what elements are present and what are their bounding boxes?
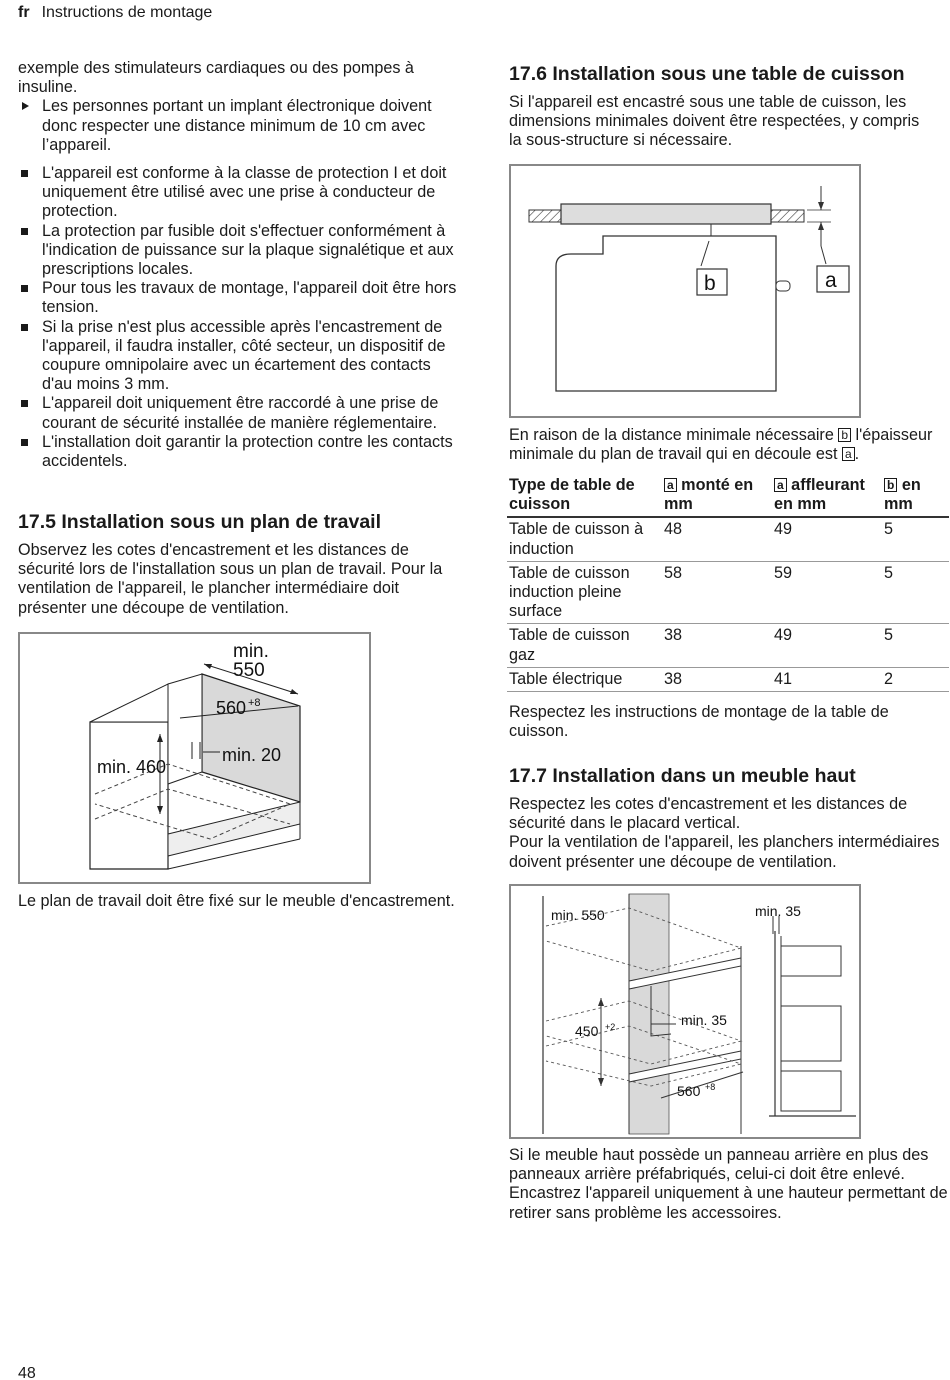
table-cell: Table de cuisson gaz <box>507 624 662 667</box>
section-after-17-7 <box>509 1146 949 1223</box>
key-a: a <box>842 447 855 461</box>
table-cell: 2 <box>882 667 949 691</box>
section-text-17-7 <box>509 795 949 872</box>
section-title-17-5: 17.5 Installation sous un plan de travail <box>18 511 382 533</box>
table-cell: 5 <box>882 561 949 624</box>
after-text-part3: . <box>854 445 860 464</box>
section-title-17-7: 17.7 Installation dans un meuble haut <box>509 765 856 787</box>
table-cell: 49 <box>772 624 882 667</box>
table-row <box>507 624 949 667</box>
table-cell: Table de cuisson induction pleine surface <box>507 561 662 624</box>
after-text-part2: l'épaisseur minimale du plan de travail qui en découle est <box>509 426 933 464</box>
language-code: fr <box>18 4 30 21</box>
dim-560-tolerance: +8 <box>705 1082 716 1092</box>
section-title-17-6: 17.6 Installation sous une table de cuisson <box>509 63 905 85</box>
table-cell: Table électrique <box>507 667 662 691</box>
table-header-row <box>507 476 949 517</box>
dim-min35-top: min. 35 <box>755 903 801 919</box>
table-cell: 5 <box>882 624 949 667</box>
table-cell: 38 <box>662 667 772 691</box>
dim-450: 450 <box>575 1023 599 1039</box>
table-cell: 58 <box>662 561 772 624</box>
bullet-item: L'appareil est conforme à la classe de protection I et doit uniquement être utilisé avec une prise à conducteur de protection. <box>18 164 460 222</box>
header-title: Instructions de montage <box>41 4 213 21</box>
cooktop-table <box>507 476 949 692</box>
left-column <box>18 59 460 471</box>
dim-560-tolerance: +8 <box>248 697 261 709</box>
key-b: b <box>838 428 851 442</box>
table-row <box>507 561 949 624</box>
table-header <box>882 476 949 517</box>
cooktop-note: Respectez les instructions de montage de la table de cuisson. <box>509 703 889 741</box>
bullet-item: L'installation doit garantir la protection contre les contacts accidentels. <box>18 433 460 471</box>
header-text: affleurant en mm <box>774 476 865 514</box>
header-text: monté en mm <box>664 476 754 514</box>
key-a: a <box>664 478 677 492</box>
table-row <box>507 667 949 691</box>
figure-tall-cabinet-installation <box>509 884 861 1139</box>
figure-worktop-installation <box>18 632 371 884</box>
dim-560: 560 <box>677 1083 701 1099</box>
header-text: en mm <box>884 476 921 514</box>
table-cell: 5 <box>882 517 949 561</box>
bullet-item: Pour tous les travaux de montage, l'appareil doit être hors tension. <box>18 279 460 317</box>
section-text-17-5: Observez les cotes d'encastrement et les distances de sécurité lors de l'installation sous un plan de travail. Pour la ventilation de l'appareil, le plancher intermédiaire doit présenter une découpe de ventilation. <box>18 541 443 617</box>
dim-450-tolerance: +2 <box>605 1022 616 1032</box>
worktop-diagram <box>20 634 369 882</box>
cooktop-diagram <box>511 166 859 416</box>
dim-min20: min. 20 <box>222 745 282 765</box>
table-header <box>772 476 882 517</box>
dim-min550-line2: 550 <box>233 660 265 681</box>
page-header <box>18 3 212 22</box>
table-cell: 41 <box>772 667 882 691</box>
dim-min35: min. 35 <box>681 1012 727 1028</box>
dim-560: 560 <box>216 698 247 718</box>
figure-cooktop-installation <box>509 164 861 418</box>
table-cell: 38 <box>662 624 772 667</box>
table-header: Type de table de cuisson <box>507 476 662 517</box>
dim-min550: min. 550 <box>551 907 605 923</box>
arrow-instruction: Les personnes portant un implant électronique doivent donc respecter une distance minimum de 10 cm avec l’appareil. <box>18 97 460 155</box>
section-after-17-7-p2: Encastrez l'appareil uniquement à une hauteur permettant de retirer sans problème les accessoires. <box>509 1184 948 1222</box>
dim-label-b: b <box>704 272 716 295</box>
page-number: 48 <box>18 1365 36 1380</box>
table-cell: 49 <box>772 517 882 561</box>
dim-min550-line1: min. <box>233 641 269 662</box>
table-row <box>507 517 949 561</box>
bullet-item: L'appareil doit uniquement être raccordé à une prise de courant de sécurité installée de manière réglementaire. <box>18 394 460 432</box>
bullet-item: Si la prise n'est plus accessible après l'encastrement de l'appareil, il faudra installer, côté secteur, un dispositif de coupure omnipolaire avec un écartement des contacts d'au moins 3 mm. <box>18 318 460 395</box>
tall-cabinet-diagram <box>511 886 859 1137</box>
section-after-17-7-p1: Si le meuble haut possède un panneau arrière en plus des panneaux arrière préfabriqués, celui-ci doit être enlevé. <box>509 1146 929 1184</box>
after-text-part1: En raison de la distance minimale nécessaire <box>509 426 839 444</box>
section-after-17-6 <box>509 426 949 464</box>
bullet-item: La protection par fusible doit s'effectuer conformément à l'indication de puissance sur la plaque signalétique et aux prescriptions locales. <box>18 222 460 280</box>
dim-min460: min. 460 <box>97 757 167 777</box>
key-b: b <box>884 478 897 492</box>
section-text-17-7-p2: Pour la ventilation de l'appareil, les planchers intermédiaires doivent présenter une découpe de ventilation. <box>509 833 940 871</box>
section-after-17-5: Le plan de travail doit être fixé sur le meuble d'encastrement. <box>18 892 455 910</box>
table-cell: 59 <box>772 561 882 624</box>
dim-label-a: a <box>825 269 837 292</box>
section-text-17-7-p1: Respectez les cotes d'encastrement et les distances de sécurité dans le placard vertical. <box>509 795 908 833</box>
table-cell: Table de cuisson à induction <box>507 517 662 561</box>
section-text-17-6: Si l'appareil est encastré sous une table de cuisson, les dimensions minimales doivent être respectées, y compris la sous-structure si nécessaire. <box>509 93 920 150</box>
key-a: a <box>774 478 787 492</box>
table-header <box>662 476 772 517</box>
table-cell: 48 <box>662 517 772 561</box>
intro-continuation: exemple des stimulateurs cardiaques ou des pompes à insuline. <box>18 59 414 97</box>
